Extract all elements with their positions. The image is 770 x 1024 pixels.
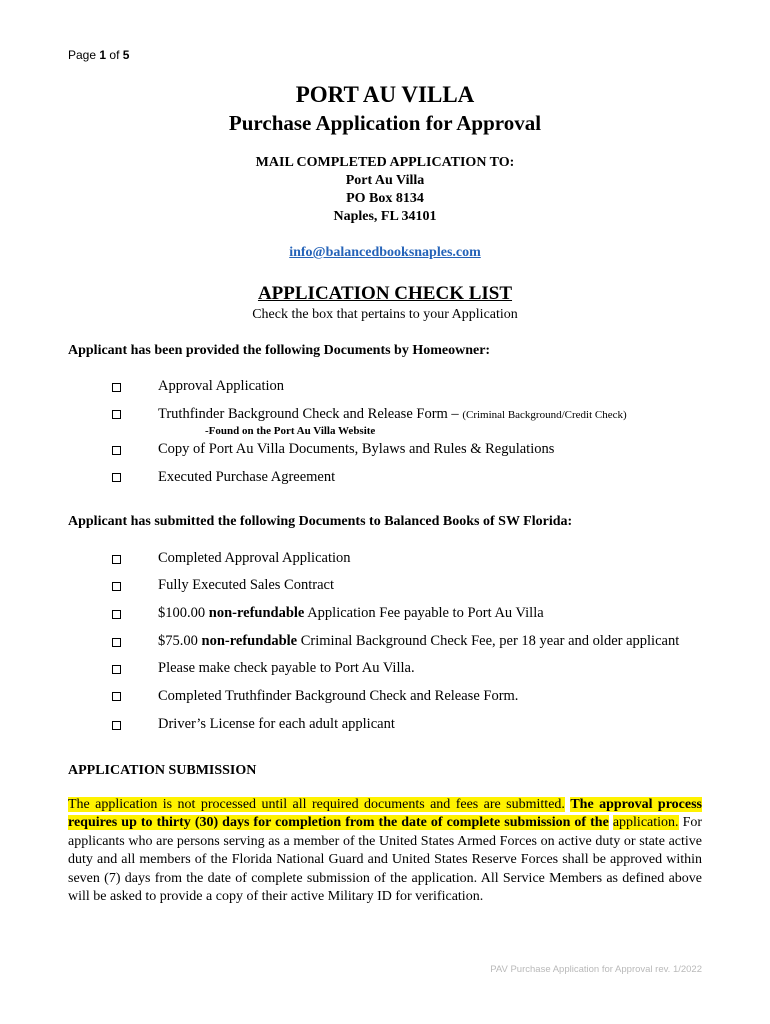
checkbox[interactable] bbox=[112, 582, 121, 591]
checkbox[interactable] bbox=[112, 446, 121, 455]
list-item: Approval Application bbox=[158, 378, 285, 394]
page-label: Page bbox=[68, 48, 97, 62]
page-current: 1 bbox=[99, 48, 107, 62]
list-item: Copy of Port Au Villa Documents, Bylaws and Rules & Regulations bbox=[158, 441, 555, 457]
document-subtitle: Purchase Application for Approval bbox=[228, 111, 542, 135]
list-item bbox=[158, 550, 351, 567]
checklist-title: APPLICATION CHECK LIST bbox=[257, 283, 513, 304]
list-item-text: Truthfinder Background Check and Release Form – bbox=[158, 406, 463, 422]
list-item bbox=[158, 577, 334, 594]
highlighted-text: The application is not processed until all required documents and fees are submitted. bbox=[68, 797, 565, 812]
mail-name: Port Au Villa bbox=[345, 173, 425, 188]
checkbox[interactable] bbox=[112, 473, 121, 482]
list-item-text: $100.00 bbox=[158, 605, 209, 621]
list-item-text: Application Fee payable to Port Au Villa bbox=[304, 605, 544, 621]
list-item bbox=[158, 688, 518, 705]
checkbox[interactable] bbox=[112, 610, 121, 619]
section1-heading: Applicant has been provided the following Documents by Homeowner: bbox=[68, 343, 491, 358]
list-item-note: (Criminal Background/Credit Check) bbox=[462, 409, 627, 421]
list-item-text: Fully Executed Sales Contract bbox=[158, 577, 334, 593]
footer-text: PAV Purchase Application for Approval rev. 1/2022 bbox=[490, 964, 702, 975]
list-item bbox=[158, 605, 544, 622]
list-item-text: $75.00 bbox=[158, 633, 202, 649]
list-item bbox=[158, 716, 395, 733]
mail-city: Naples, FL 34101 bbox=[333, 209, 437, 224]
checkbox[interactable] bbox=[112, 383, 121, 392]
list-item bbox=[158, 660, 415, 677]
checkbox[interactable] bbox=[112, 721, 121, 730]
checkbox[interactable] bbox=[112, 638, 121, 647]
highlighted-text: application. bbox=[612, 815, 679, 831]
list-item-text: Completed Approval Application bbox=[158, 550, 351, 566]
page-number bbox=[68, 48, 129, 62]
highlighted-bold-text: The approval process requires up to thirty (30) days for completion from the date of complete submission of the bbox=[68, 797, 702, 831]
submission-paragraph bbox=[68, 796, 702, 906]
page-total: 5 bbox=[122, 48, 130, 62]
list-item-text: Completed Truthfinder Background Check and Release Form. bbox=[158, 688, 519, 704]
section2-heading: Applicant has submitted the following Documents to Balanced Books of SW Florida: bbox=[68, 514, 573, 529]
list-item-bold: non-refundable bbox=[208, 605, 305, 621]
checklist-instruction: Check the box that pertains to your Application bbox=[252, 307, 518, 322]
list-item-text: Please make check payable to Port Au Villa. bbox=[158, 660, 415, 676]
email-link[interactable]: info@balancedbooksnaples.com bbox=[289, 245, 481, 260]
checkbox[interactable] bbox=[112, 410, 121, 419]
list-item-text: Criminal Background Check Fee, per 18 year and older applicant bbox=[297, 633, 680, 649]
mail-po-box: PO Box 8134 bbox=[346, 191, 424, 206]
list-item bbox=[158, 406, 627, 423]
submission-heading: APPLICATION SUBMISSION bbox=[68, 763, 257, 778]
checkbox[interactable] bbox=[112, 665, 121, 674]
list-item-text: Driver’s License for each adult applicant bbox=[158, 716, 395, 732]
list-item-subnote: -Found on the Port Au Villa Website bbox=[205, 425, 376, 437]
list-item: Executed Purchase Agreement bbox=[158, 469, 336, 485]
paragraph-text: For applicants who are persons serving as a member of the United States Armed Forces on active duty or state active duty and all members of the Florida National Guard and United States Reserve Forces shall be approved within seven (7) days from the date of complete submission of the application. All Service Members as defined above will be asked to provide a copy of their active Military ID for verification. bbox=[68, 815, 703, 905]
checkbox[interactable] bbox=[112, 555, 121, 564]
page-of: of bbox=[109, 48, 120, 62]
list-item-bold: non-refundable bbox=[201, 633, 298, 649]
checkbox[interactable] bbox=[112, 692, 121, 701]
mail-heading: MAIL COMPLETED APPLICATION TO: bbox=[255, 155, 515, 170]
list-item bbox=[158, 633, 679, 650]
document-title: PORT AU VILLA bbox=[295, 82, 475, 107]
